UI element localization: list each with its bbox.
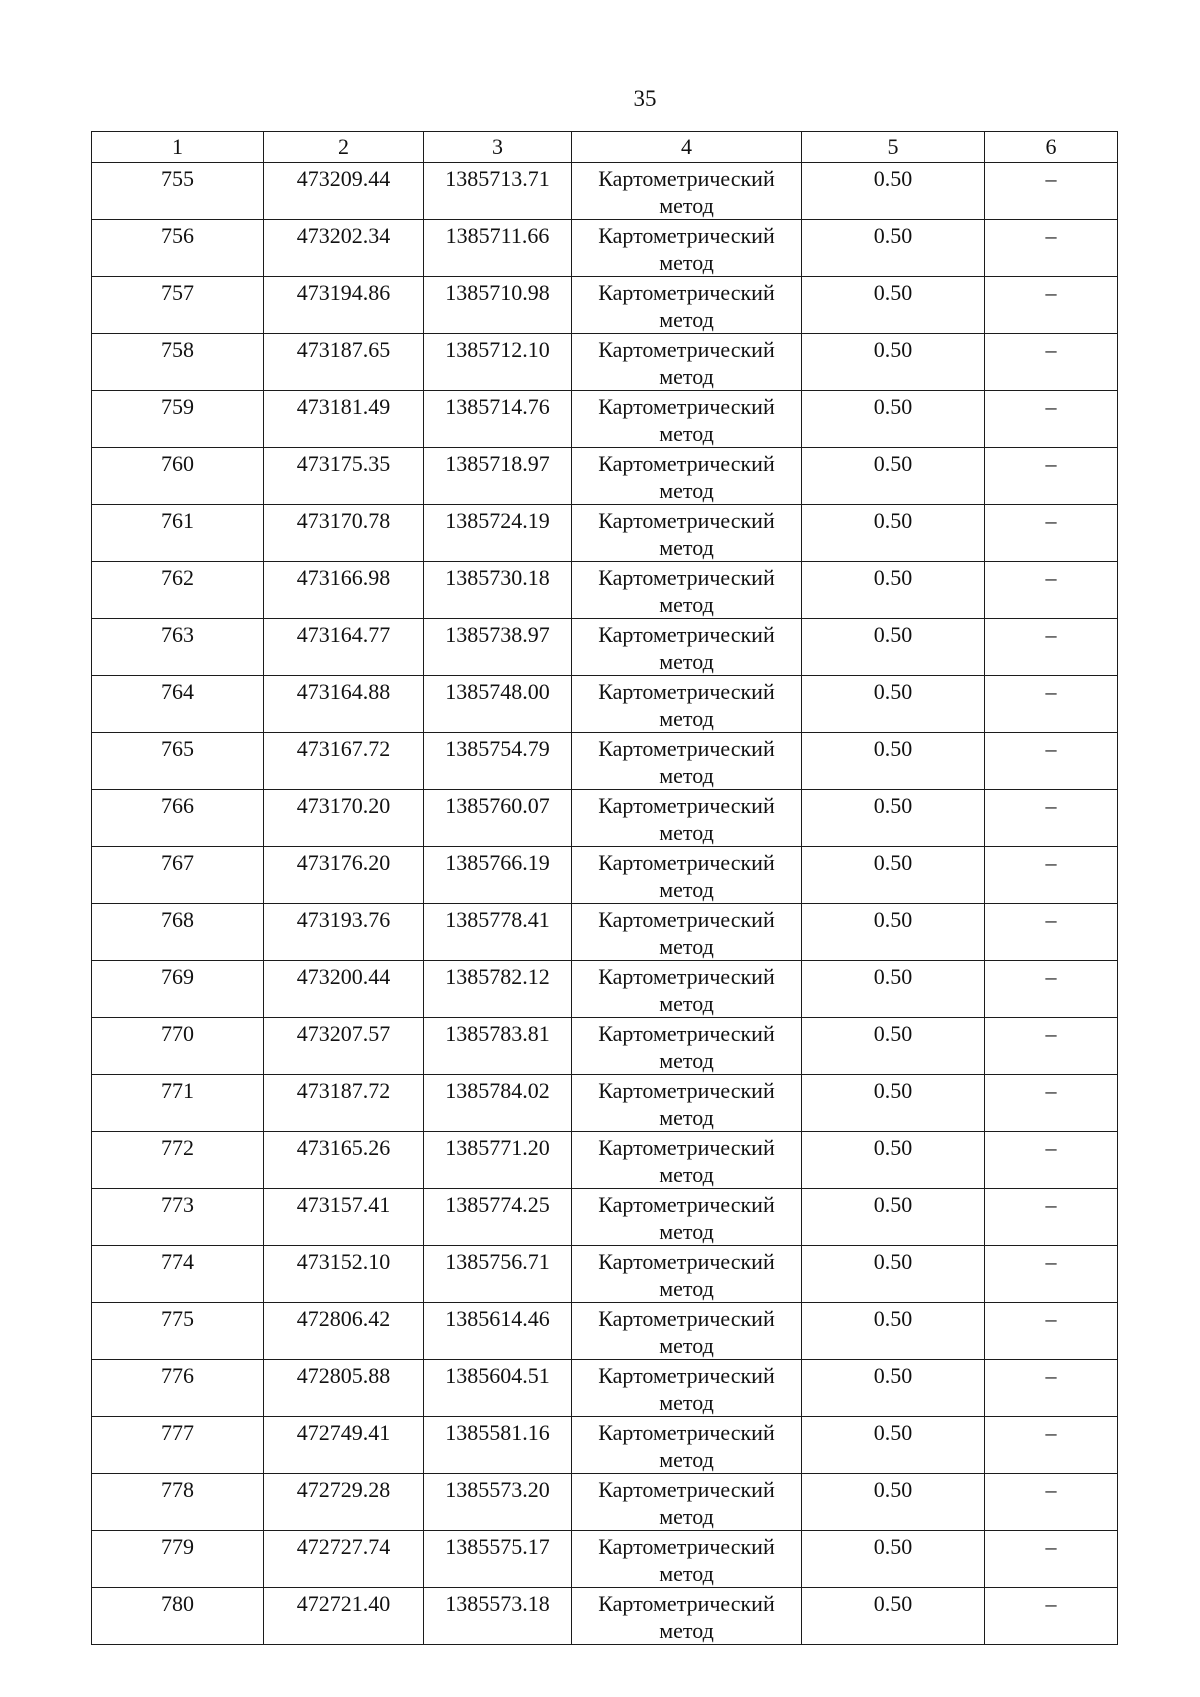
- method-text-line-1: Картометрический: [598, 793, 775, 818]
- table-row: [92, 676, 1118, 733]
- method-text-line-2: метод: [659, 763, 714, 788]
- method-text-line-2: метод: [659, 1219, 714, 1244]
- method-text-line-1: Картометрический: [598, 280, 775, 305]
- point-number-cell: 766: [92, 790, 264, 847]
- method-text-line-2: метод: [659, 1618, 714, 1643]
- method-text-line-2: метод: [659, 1447, 714, 1472]
- method-text-line-2: метод: [659, 877, 714, 902]
- y-coordinate-cell: 1385718.97: [424, 448, 572, 505]
- accuracy-cell: 0.50: [802, 1360, 985, 1417]
- table-row: [92, 1588, 1118, 1645]
- method-cell: [572, 1018, 802, 1075]
- point-number-cell: 774: [92, 1246, 264, 1303]
- method-cell: [572, 391, 802, 448]
- method-text-line-1: Картометрический: [598, 964, 775, 989]
- method-cell: [572, 847, 802, 904]
- description-cell: –: [985, 1018, 1118, 1075]
- method-text-line-1: Картометрический: [598, 679, 775, 704]
- method-text-line-2: метод: [659, 421, 714, 446]
- table-row: [92, 448, 1118, 505]
- table-row: [92, 1531, 1118, 1588]
- description-cell: –: [985, 220, 1118, 277]
- point-number-cell: 769: [92, 961, 264, 1018]
- point-number-cell: 757: [92, 277, 264, 334]
- y-coordinate-cell: 1385712.10: [424, 334, 572, 391]
- method-cell: [572, 1417, 802, 1474]
- point-number-cell: 768: [92, 904, 264, 961]
- accuracy-cell: 0.50: [802, 1303, 985, 1360]
- description-cell: –: [985, 505, 1118, 562]
- accuracy-cell: 0.50: [802, 448, 985, 505]
- method-text-line-1: Картометрический: [598, 622, 775, 647]
- method-cell: [572, 1588, 802, 1645]
- accuracy-cell: 0.50: [802, 1075, 985, 1132]
- coordinates-table: [91, 131, 1118, 1645]
- accuracy-cell: 0.50: [802, 904, 985, 961]
- table-row: [92, 277, 1118, 334]
- table-row: [92, 1189, 1118, 1246]
- method-text-line-1: Картометрический: [598, 394, 775, 419]
- description-cell: –: [985, 1417, 1118, 1474]
- table-row: [92, 904, 1118, 961]
- description-cell: –: [985, 277, 1118, 334]
- description-cell: –: [985, 1474, 1118, 1531]
- point-number-cell: 780: [92, 1588, 264, 1645]
- description-cell: –: [985, 1588, 1118, 1645]
- table-row: [92, 1246, 1118, 1303]
- method-cell: [572, 1531, 802, 1588]
- y-coordinate-cell: 1385784.02: [424, 1075, 572, 1132]
- table-row: [92, 733, 1118, 790]
- description-cell: –: [985, 847, 1118, 904]
- accuracy-cell: 0.50: [802, 1132, 985, 1189]
- point-number-cell: 777: [92, 1417, 264, 1474]
- accuracy-cell: 0.50: [802, 619, 985, 676]
- method-cell: [572, 163, 802, 220]
- y-coordinate-cell: 1385774.25: [424, 1189, 572, 1246]
- method-text-line-2: метод: [659, 478, 714, 503]
- point-number-cell: 761: [92, 505, 264, 562]
- header-col-5: 5: [802, 132, 985, 163]
- method-text-line-2: метод: [659, 1048, 714, 1073]
- method-text-line-1: Картометрический: [598, 1135, 775, 1160]
- method-text-line-1: Картометрический: [598, 1192, 775, 1217]
- x-coordinate-cell: 473187.65: [264, 334, 424, 391]
- point-number-cell: 765: [92, 733, 264, 790]
- y-coordinate-cell: 1385766.19: [424, 847, 572, 904]
- header-col-4: 4: [572, 132, 802, 163]
- method-text-line-1: Картометрический: [598, 1477, 775, 1502]
- x-coordinate-cell: 473164.88: [264, 676, 424, 733]
- header-col-6: 6: [985, 132, 1118, 163]
- description-cell: –: [985, 1531, 1118, 1588]
- x-coordinate-cell: 473209.44: [264, 163, 424, 220]
- header-col-1: 1: [92, 132, 264, 163]
- x-coordinate-cell: 473194.86: [264, 277, 424, 334]
- method-text-line-1: Картометрический: [598, 337, 775, 362]
- accuracy-cell: 0.50: [802, 505, 985, 562]
- table-row: [92, 1474, 1118, 1531]
- method-text-line-1: Картометрический: [598, 1249, 775, 1274]
- method-text-line-2: метод: [659, 1561, 714, 1586]
- y-coordinate-cell: 1385724.19: [424, 505, 572, 562]
- point-number-cell: 772: [92, 1132, 264, 1189]
- x-coordinate-cell: 473207.57: [264, 1018, 424, 1075]
- accuracy-cell: 0.50: [802, 961, 985, 1018]
- point-number-cell: 770: [92, 1018, 264, 1075]
- header-row: [92, 132, 1118, 163]
- description-cell: –: [985, 448, 1118, 505]
- method-cell: [572, 733, 802, 790]
- method-text-line-1: Картометрический: [598, 1306, 775, 1331]
- table-row: [92, 847, 1118, 904]
- x-coordinate-cell: 473202.34: [264, 220, 424, 277]
- y-coordinate-cell: 1385575.17: [424, 1531, 572, 1588]
- point-number-cell: 762: [92, 562, 264, 619]
- y-coordinate-cell: 1385778.41: [424, 904, 572, 961]
- header-col-2: 2: [264, 132, 424, 163]
- accuracy-cell: 0.50: [802, 334, 985, 391]
- x-coordinate-cell: 473170.78: [264, 505, 424, 562]
- table-row: [92, 1417, 1118, 1474]
- accuracy-cell: 0.50: [802, 676, 985, 733]
- method-text-line-1: Картометрический: [598, 1591, 775, 1616]
- description-cell: –: [985, 1189, 1118, 1246]
- method-cell: [572, 904, 802, 961]
- x-coordinate-cell: 473170.20: [264, 790, 424, 847]
- table-row: [92, 562, 1118, 619]
- table-row: [92, 1075, 1118, 1132]
- accuracy-cell: 0.50: [802, 220, 985, 277]
- method-text-line-1: Картометрический: [598, 1021, 775, 1046]
- description-cell: –: [985, 733, 1118, 790]
- method-text-line-1: Картометрический: [598, 223, 775, 248]
- x-coordinate-cell: 472721.40: [264, 1588, 424, 1645]
- method-cell: [572, 1132, 802, 1189]
- method-text-line-1: Картометрический: [598, 1078, 775, 1103]
- method-text-line-2: метод: [659, 991, 714, 1016]
- x-coordinate-cell: 473181.49: [264, 391, 424, 448]
- method-text-line-1: Картометрический: [598, 565, 775, 590]
- x-coordinate-cell: 473176.20: [264, 847, 424, 904]
- accuracy-cell: 0.50: [802, 1531, 985, 1588]
- x-coordinate-cell: 473193.76: [264, 904, 424, 961]
- method-text-line-2: метод: [659, 307, 714, 332]
- method-text-line-2: метод: [659, 1390, 714, 1415]
- method-text-line-1: Картометрический: [598, 451, 775, 476]
- y-coordinate-cell: 1385730.18: [424, 562, 572, 619]
- x-coordinate-cell: 473167.72: [264, 733, 424, 790]
- accuracy-cell: 0.50: [802, 277, 985, 334]
- y-coordinate-cell: 1385581.16: [424, 1417, 572, 1474]
- x-coordinate-cell: 473165.26: [264, 1132, 424, 1189]
- method-text-line-2: метод: [659, 934, 714, 959]
- y-coordinate-cell: 1385573.18: [424, 1588, 572, 1645]
- point-number-cell: 758: [92, 334, 264, 391]
- table-row: [92, 505, 1118, 562]
- point-number-cell: 759: [92, 391, 264, 448]
- point-number-cell: 755: [92, 163, 264, 220]
- table-header: [92, 132, 1118, 163]
- method-text-line-2: метод: [659, 250, 714, 275]
- accuracy-cell: 0.50: [802, 1018, 985, 1075]
- accuracy-cell: 0.50: [802, 847, 985, 904]
- y-coordinate-cell: 1385760.07: [424, 790, 572, 847]
- point-number-cell: 773: [92, 1189, 264, 1246]
- y-coordinate-cell: 1385714.76: [424, 391, 572, 448]
- method-text-line-2: метод: [659, 592, 714, 617]
- table-body: [92, 163, 1118, 1645]
- x-coordinate-cell: 472806.42: [264, 1303, 424, 1360]
- method-text-line-1: Картометрический: [598, 166, 775, 191]
- x-coordinate-cell: 473175.35: [264, 448, 424, 505]
- method-cell: [572, 505, 802, 562]
- y-coordinate-cell: 1385738.97: [424, 619, 572, 676]
- method-cell: [572, 1303, 802, 1360]
- y-coordinate-cell: 1385604.51: [424, 1360, 572, 1417]
- accuracy-cell: 0.50: [802, 1246, 985, 1303]
- method-text-line-1: Картометрический: [598, 508, 775, 533]
- page-number: 35: [633, 86, 657, 111]
- description-cell: –: [985, 1075, 1118, 1132]
- y-coordinate-cell: 1385783.81: [424, 1018, 572, 1075]
- description-cell: –: [985, 961, 1118, 1018]
- method-cell: [572, 448, 802, 505]
- y-coordinate-cell: 1385771.20: [424, 1132, 572, 1189]
- method-text-line-2: метод: [659, 706, 714, 731]
- method-text-line-1: Картометрический: [598, 1534, 775, 1559]
- y-coordinate-cell: 1385710.98: [424, 277, 572, 334]
- method-cell: [572, 676, 802, 733]
- table-row: [92, 220, 1118, 277]
- description-cell: –: [985, 904, 1118, 961]
- table-row: [92, 334, 1118, 391]
- accuracy-cell: 0.50: [802, 1417, 985, 1474]
- method-cell: [572, 1246, 802, 1303]
- x-coordinate-cell: 472749.41: [264, 1417, 424, 1474]
- method-text-line-2: метод: [659, 1105, 714, 1130]
- x-coordinate-cell: 473157.41: [264, 1189, 424, 1246]
- method-text-line-2: метод: [659, 1333, 714, 1358]
- table-row: [92, 1303, 1118, 1360]
- description-cell: –: [985, 391, 1118, 448]
- description-cell: –: [985, 619, 1118, 676]
- accuracy-cell: 0.50: [802, 790, 985, 847]
- table-row: [92, 391, 1118, 448]
- method-text-line-2: метод: [659, 649, 714, 674]
- table-row: [92, 1360, 1118, 1417]
- description-cell: –: [985, 163, 1118, 220]
- accuracy-cell: 0.50: [802, 1588, 985, 1645]
- point-number-cell: 763: [92, 619, 264, 676]
- point-number-cell: 764: [92, 676, 264, 733]
- point-number-cell: 767: [92, 847, 264, 904]
- method-text-line-2: метод: [659, 364, 714, 389]
- accuracy-cell: 0.50: [802, 1189, 985, 1246]
- point-number-cell: 760: [92, 448, 264, 505]
- y-coordinate-cell: 1385573.20: [424, 1474, 572, 1531]
- y-coordinate-cell: 1385614.46: [424, 1303, 572, 1360]
- method-text-line-1: Картометрический: [598, 907, 775, 932]
- x-coordinate-cell: 473200.44: [264, 961, 424, 1018]
- method-text-line-1: Картометрический: [598, 736, 775, 761]
- accuracy-cell: 0.50: [802, 562, 985, 619]
- point-number-cell: 778: [92, 1474, 264, 1531]
- method-cell: [572, 619, 802, 676]
- y-coordinate-cell: 1385748.00: [424, 676, 572, 733]
- table-row: [92, 1018, 1118, 1075]
- header-col-3: 3: [424, 132, 572, 163]
- method-text-line-2: метод: [659, 1504, 714, 1529]
- point-number-cell: 775: [92, 1303, 264, 1360]
- method-text-line-2: метод: [659, 535, 714, 560]
- description-cell: –: [985, 1303, 1118, 1360]
- point-number-cell: 776: [92, 1360, 264, 1417]
- description-cell: –: [985, 790, 1118, 847]
- method-cell: [572, 961, 802, 1018]
- y-coordinate-cell: 1385756.71: [424, 1246, 572, 1303]
- table-row: [92, 961, 1118, 1018]
- method-cell: [572, 790, 802, 847]
- method-cell: [572, 277, 802, 334]
- table-row: [92, 1132, 1118, 1189]
- method-cell: [572, 220, 802, 277]
- x-coordinate-cell: 473152.10: [264, 1246, 424, 1303]
- method-text-line-1: Картометрический: [598, 850, 775, 875]
- method-text-line-1: Картометрический: [598, 1363, 775, 1388]
- method-text-line-2: метод: [659, 193, 714, 218]
- point-number-cell: 779: [92, 1531, 264, 1588]
- y-coordinate-cell: 1385711.66: [424, 220, 572, 277]
- table-row: [92, 163, 1118, 220]
- method-text-line-2: метод: [659, 1162, 714, 1187]
- method-cell: [572, 1189, 802, 1246]
- method-text-line-1: Картометрический: [598, 1420, 775, 1445]
- x-coordinate-cell: 473166.98: [264, 562, 424, 619]
- description-cell: –: [985, 562, 1118, 619]
- y-coordinate-cell: 1385754.79: [424, 733, 572, 790]
- x-coordinate-cell: 472727.74: [264, 1531, 424, 1588]
- method-cell: [572, 562, 802, 619]
- x-coordinate-cell: 472729.28: [264, 1474, 424, 1531]
- method-cell: [572, 334, 802, 391]
- accuracy-cell: 0.50: [802, 1474, 985, 1531]
- table-row: [92, 790, 1118, 847]
- y-coordinate-cell: 1385713.71: [424, 163, 572, 220]
- point-number-cell: 771: [92, 1075, 264, 1132]
- y-coordinate-cell: 1385782.12: [424, 961, 572, 1018]
- method-cell: [572, 1075, 802, 1132]
- x-coordinate-cell: 472805.88: [264, 1360, 424, 1417]
- description-cell: –: [985, 334, 1118, 391]
- accuracy-cell: 0.50: [802, 163, 985, 220]
- point-number-cell: 756: [92, 220, 264, 277]
- description-cell: –: [985, 1132, 1118, 1189]
- method-cell: [572, 1474, 802, 1531]
- description-cell: –: [985, 1360, 1118, 1417]
- x-coordinate-cell: 473164.77: [264, 619, 424, 676]
- description-cell: –: [985, 676, 1118, 733]
- method-cell: [572, 1360, 802, 1417]
- accuracy-cell: 0.50: [802, 733, 985, 790]
- method-text-line-2: метод: [659, 1276, 714, 1301]
- method-text-line-2: метод: [659, 820, 714, 845]
- description-cell: –: [985, 1246, 1118, 1303]
- accuracy-cell: 0.50: [802, 391, 985, 448]
- table-row: [92, 619, 1118, 676]
- x-coordinate-cell: 473187.72: [264, 1075, 424, 1132]
